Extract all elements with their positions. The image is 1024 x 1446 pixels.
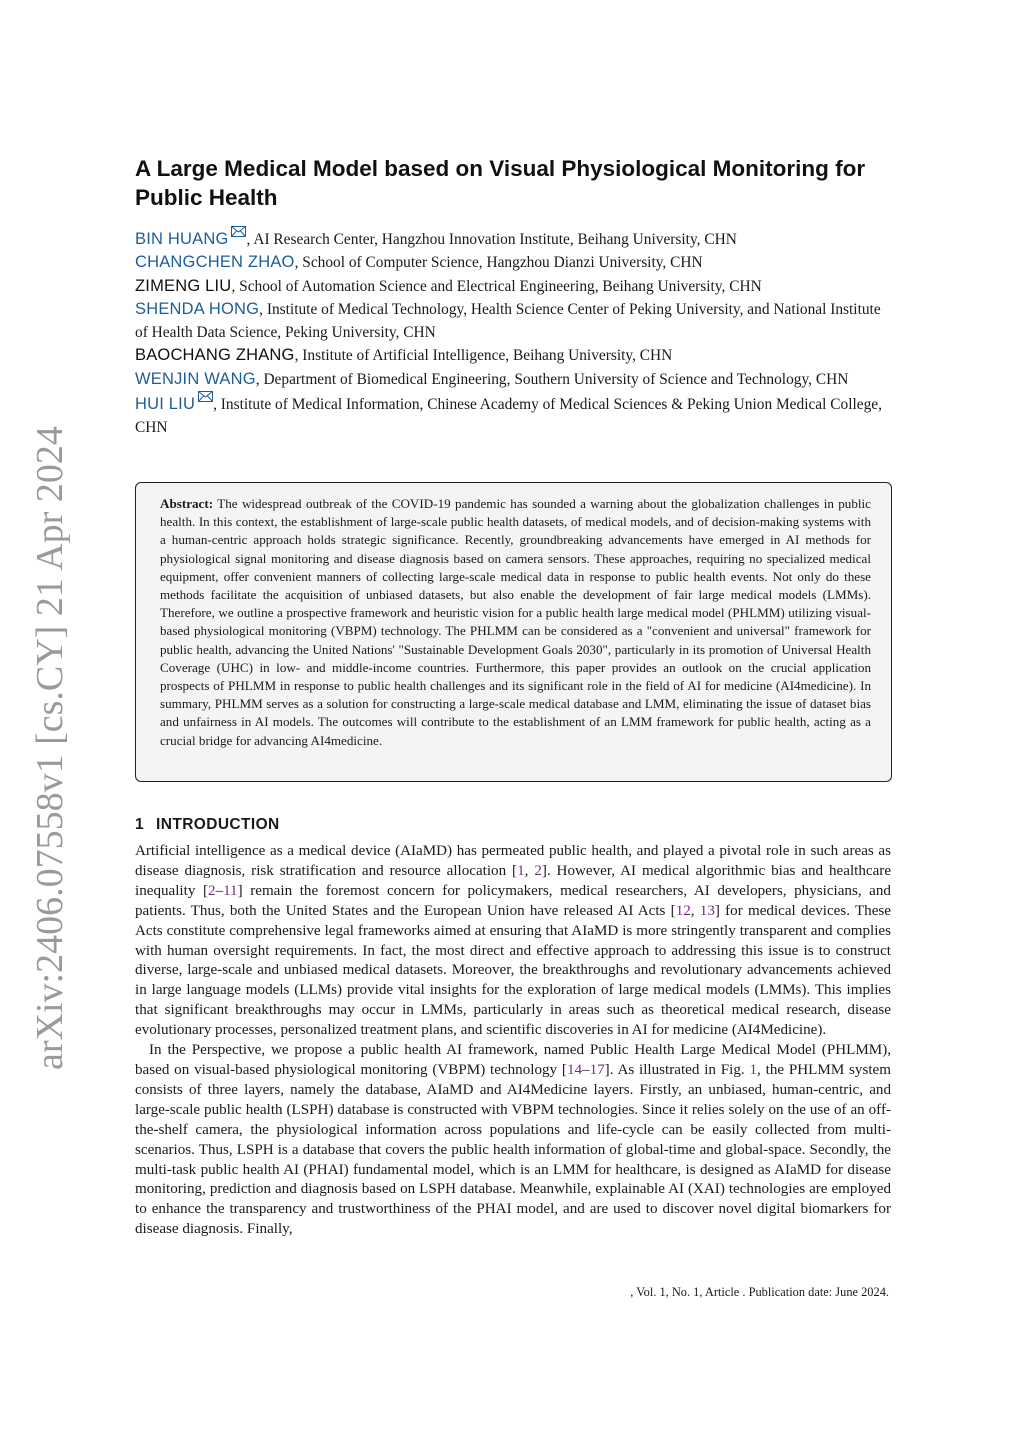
author-affiliation: , School of Computer Science, Hangzhou Dianzi University, CHN [294,254,703,272]
author-entry [135,226,891,251]
citation-link[interactable]: 1 [517,862,525,879]
envelope-icon[interactable] [198,391,213,402]
envelope-icon[interactable] [231,226,246,237]
author-name[interactable]: WENJIN WANG [135,369,256,388]
author-list [135,226,891,440]
section-number: 1 [135,816,145,833]
author-name[interactable]: SHENDA HONG [135,299,260,318]
page-footer: , Vol. 1, No. 1, Article . Publication date: June 2024. [630,1285,889,1299]
author-name[interactable]: BIN HUANG [135,230,229,248]
section-title: INTRODUCTION [156,816,280,833]
citation-link[interactable]: 2 [534,862,542,879]
author-affiliation: , Institute of Medical Information, Chinese Academy of Medical Sciences & Peking Union Medical College, CHN [135,396,882,437]
section-heading [135,816,891,834]
author-name: BAOCHANG ZHANG [135,346,295,365]
arxiv-identifier-text: arXiv:2406.07558v1 [cs.CY] 21 Apr 2024 [29,426,71,1070]
author-name[interactable]: CHANGCHEN ZHAO [135,253,295,272]
author-entry [135,391,891,440]
author-entry [135,344,891,367]
paragraph: Artificial intelligence as a medical device (AIaMD) has permeated public health, and played a pivotal role in such areas as disease diagnosis, risk stratification and resource allocation [1, 2]. However, AI medical algorithmic bias and healthcare inequality [2–11] remain the foremost concern for policymakers, medical researchers, AI developers, physicians, and patients. Thus, both the United States and the European Union have released AI Acts [12, 13] for medical devices. These Acts constitute comprehensive legal frameworks aimed at ensuring that AIaMD is more stringently transparent and complies with human oversight requirements. In fact, the most direct and effective approach to addressing this issue is to construct diverse, large-scale and unbiased medical datasets. Moreover, the breakthroughs and revolutionary advancements achieved in large language models (LLMs) provide vital insights for the exploration of large medical models (LMMs). This implies that significant breakthroughs may occur in LMMs, particularly in areas such as theoretical medical research, disease evolutionary processes, personalized treatment plans, and scientific discoveries in AI for medicine (AI4Medicine). [135,843,892,1039]
paragraph: In the Perspective, we propose a public health AI framework, named Public Health Large Medical Model (PHLMM), based on visual-based physiological monitoring (VBPM) technology [14–17]. As illustrated in Fig. 1, the PHLMM system consists of three layers, namely the database, AIaMD and AI4Medicine layers. Firstly, an unbiased, human-centric, and large-scale public health (LSPH) database is constructed with VBPM technologies. Since it relies solely on the use of an off-the-shelf camera, the physiological information across populations and life-cycle can be easily collected from multi-scenarios. Thus, LSPH is a database that covers the public health information of global-time and global-space. Secondly, the multi-task public health AI (PHAI) fundamental model, which is an LMM for healthcare, is designed as AIaMD for disease monitoring, prediction and diagnosis based on LSPH database. Meanwhile, explainable AI (XAI) technologies are employed to enhance the transparency and trustworthiness of the PHAI model, and are used to discover novel digital biomarkers for disease diagnosis. Finally, [135,1042,891,1238]
author-affiliation: , Department of Biomedical Engineering, Southern University of Science and Technology, CHN [255,370,849,388]
citation-link[interactable]: 11 [223,882,238,899]
citation-link[interactable]: 17 [589,1061,605,1078]
author-entry [135,275,891,298]
citation-link[interactable]: 12 [675,902,691,919]
abstract-box [135,482,892,782]
author-affiliation: , School of Automation Science and Electrical Engineering, Beihang University, CHN [231,277,762,295]
author-name: ZIMENG LIU [135,276,232,295]
author-affiliation: , AI Research Center, Hangzhou Innovation Institute, Beihang University, CHN [246,231,737,248]
abstract-text: The widespread outbreak of the COVID-19 pandemic has sounded a warning about the globalization challenges in public health. In this context, the establishment of large-scale public health datasets, of medical models, and of decision-making systems with a human-centric approach holds strategic significance. Recently, groundbreaking advancements have emerged in AI methods for physiological signal monitoring and disease diagnosis based on camera sensors. These approaches, requiring no specialized medical equipment, offer convenient manners of collecting large-scale medical data in response to public health events. Not only do these methods facilitate the acquisition of unbiased datasets, but also enable the development of fair large medical models (LMMs). Therefore, we outline a prospective framework and heuristic vision for a public health large medical model (PHLMM) utilizing visual-based physiological monitoring (VBPM) technology. The PHLMM can be considered as a "convenient and universal" framework for public health, advancing the United Nations' "Sustainable Development Goals 2030", particularly in its promotion of Universal Health Coverage (UHC) in low- and middle-income countries. Furthermore, this paper provides an outlook on the crucial application prospects of PHLMM in response to public health challenges and its significant role in the field of AI for medicine (AI4medicine). In summary, PHLMM serves as a solution for constructing a large-scale medical database and LMM, eliminating the issue of dataset bias and unfairness in AI models. The outcomes will contribute to the establishment of an LMM framework for public health, acting as a crucial bridge for advancing AI4medicine. [160,496,871,748]
author-affiliation: , Institute of Medical Technology, Health Science Center of Peking University, and National Institute of Health Data Science, Peking University, CHN [135,300,881,342]
citation-link[interactable]: 13 [699,902,715,919]
citation-link[interactable]: 14 [566,1061,583,1078]
author-affiliation: , Institute of Artificial Intelligence, Beihang University, CHN [294,347,673,365]
author-name[interactable]: HUI LIU [135,395,196,414]
author-entry [135,298,891,345]
citation-link[interactable]: 2 [207,882,216,899]
paper-title: A Large Medical Model based on Visual Physiological Monitoring for Public Health [135,156,866,210]
abstract-label: Abstract: [160,496,214,511]
introduction-body [135,842,891,1240]
author-entry [135,251,891,274]
arxiv-identifier-stamp [24,426,88,1070]
figure-link[interactable]: 1 [749,1061,758,1078]
author-entry [135,368,891,391]
